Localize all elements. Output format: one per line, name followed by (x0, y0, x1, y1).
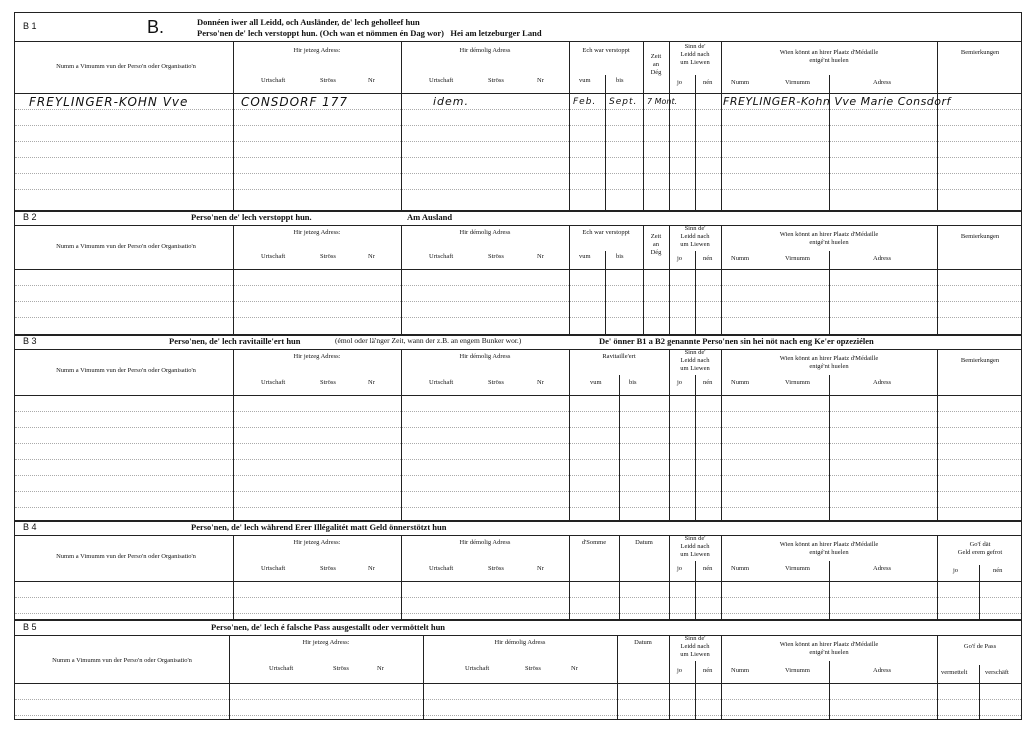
col-alive-3: um Liewen (680, 651, 710, 658)
col-medal-1: Wien könnt an hirer Plaatz d'Médaille (779, 49, 879, 56)
col-m-name: Numm (731, 565, 750, 572)
entry-old-address: idem. (433, 95, 470, 108)
col-to: bis (616, 77, 624, 84)
section-b4 (14, 520, 1022, 620)
col-locality: Urtschaft (261, 565, 286, 572)
entry-from: Feb. (573, 97, 597, 107)
section-code: B 2 (23, 212, 37, 222)
col-name: Numm a Vimumm vun der Perso'n oder Organisatio'n (56, 367, 196, 374)
col-from: vum (590, 379, 602, 386)
col-remarks: Bemierkungen (960, 357, 1000, 364)
section-letter: B. (147, 17, 165, 37)
section-title: Perso'nen, de' lech während Erer Illégalitét matt Geld önnerstötzt hun (191, 522, 447, 532)
col-current-address: Hir jetzeg Adress: (293, 229, 341, 236)
entry-name: FREYLINGER-KOHN Vve (29, 95, 189, 109)
col-alive (669, 635, 721, 659)
b3-table (15, 349, 1021, 521)
section-code: B 4 (23, 522, 37, 532)
col-m-address: Adress (873, 565, 892, 572)
col-m-address: Adress (873, 255, 892, 262)
col-yes: jo (677, 255, 683, 262)
col-time-2: an (652, 241, 660, 248)
section-b4-header (15, 521, 1021, 536)
col-locality: Urtschaft (429, 379, 454, 386)
section-b1 (14, 12, 1022, 212)
col-street: Ströss (320, 253, 336, 260)
col-time-1: Zeit (650, 233, 662, 240)
col-alive-1: Sinn de' (684, 225, 706, 232)
header-line-1: Donnéen iwer all Leidd, och Ausländer, de' lech geholleef hun (197, 17, 420, 27)
col-alive-2: Leidd nach (680, 233, 710, 240)
header-line-2 (197, 28, 542, 38)
col-alive (669, 535, 721, 559)
col-time-1: Zeit (650, 53, 662, 60)
b5-table (15, 635, 1021, 719)
col-hidden: Ech war verstoppt (582, 229, 630, 236)
col-pass: Go'f de Pass (963, 643, 997, 650)
col-locality: Urtschaft (465, 665, 490, 672)
col-from: vum (579, 77, 591, 84)
col-medal-1: Wien könnt an hirer Plaatz d'Médaille (779, 541, 879, 548)
col-alive-1: Sinn de' (684, 635, 706, 642)
col-street: Ströss (320, 77, 336, 84)
col-street: Ströss (320, 565, 336, 572)
section-b5-header (15, 621, 1021, 636)
col-number: Nr (571, 665, 578, 672)
col-medal-1: Wien könnt an hirer Plaatz d'Médaille (779, 641, 879, 648)
entry-medal: FREYLINGER-Kohn Vve Marie Consdorf (723, 95, 951, 108)
col-old-address: Hir démolig Adress (459, 539, 511, 546)
col-alive-1: Sinn de' (684, 535, 706, 542)
col-money-2: Geld erem gefrot (957, 549, 1003, 556)
col-street: Ströss (320, 379, 336, 386)
header-line-2-text: Perso'nen de' lech verstoppt hun. (Och wan et nömmen én Dag wor) (197, 28, 444, 38)
col-alive-1: Sinn de' (684, 349, 706, 356)
col-m-name: Numm (731, 379, 750, 386)
col-date: Datum (634, 639, 652, 646)
col-old-address: Hir démolig Adress (494, 639, 546, 646)
col-sum: d'Somme (581, 539, 607, 546)
col-medal (721, 49, 937, 65)
col-no: nén (703, 565, 713, 572)
col-yes: jo (677, 565, 683, 572)
col-time (643, 233, 669, 257)
col-name: Numm a Vimumm vun der Perso'n oder Organisatio'n (56, 243, 196, 250)
col-remarks: Bemierkungen (960, 49, 1000, 56)
col-medal (721, 355, 937, 371)
header-line-2-extra: Hei am letzeburger Land (450, 28, 542, 38)
col-alive-3: um Liewen (680, 241, 710, 248)
col-time-3: Dég (650, 249, 662, 256)
col-from: vum (579, 253, 591, 260)
section-extra-2: De' önner B1 a B2 genannte Perso'nen sin hei nöt nach eng Ke'er opzeziélen (599, 336, 874, 346)
entry-current-address: CONSDORF 177 (241, 95, 349, 109)
section-code: B 1 (23, 21, 37, 31)
col-alive-3: um Liewen (680, 365, 710, 372)
col-yes: jo (677, 379, 683, 386)
col-time (643, 53, 669, 77)
col-time-2: an (652, 61, 660, 68)
col-no: nén (993, 567, 1003, 574)
col-alive-3: um Liewen (680, 59, 710, 66)
col-number: Nr (537, 77, 544, 84)
col-to: bis (629, 379, 637, 386)
col-number: Nr (368, 253, 375, 260)
col-locality: Urtschaft (429, 565, 454, 572)
col-remarks: Bemierkungen (960, 233, 1000, 240)
col-medal (721, 231, 937, 247)
col-number: Nr (368, 565, 375, 572)
col-street: Ströss (488, 77, 504, 84)
col-street: Ströss (333, 665, 349, 672)
col-time-3: Dég (650, 69, 662, 76)
col-money-back (937, 541, 1023, 557)
col-alive-1: Sinn de' (684, 43, 706, 50)
col-m-address: Adress (873, 79, 892, 86)
col-locality: Urtschaft (261, 77, 286, 84)
section-b3-header (15, 335, 1021, 350)
col-yes: jo (677, 79, 683, 86)
col-medal-1: Wien könnt an hirer Plaatz d'Médaille (779, 355, 879, 362)
form-page (14, 12, 1022, 720)
col-m-name: Numm (731, 667, 750, 674)
col-date: Datum (635, 539, 653, 546)
section-code: B 5 (23, 622, 37, 632)
col-street: Ströss (488, 565, 504, 572)
col-name: Numm a Vimumm vun der Perso'n oder Organisatio'n (52, 657, 192, 664)
col-locality: Urtschaft (269, 665, 294, 672)
section-title: Perso'nen, de' lech é falsche Pass ausgestallt oder vermöttelt hun (211, 622, 446, 632)
col-alive (669, 349, 721, 373)
col-number: Nr (377, 665, 384, 672)
section-title: Perso'nen de' lech verstoppt hun. (191, 212, 312, 222)
col-alive-2: Leidd nach (680, 51, 710, 58)
col-alive-2: Leidd nach (680, 357, 710, 364)
col-name: Numm a Vimumm vun der Perso'n oder Organisatio'n (56, 63, 196, 70)
col-m-first: Virnumm (785, 379, 810, 386)
col-number: Nr (537, 253, 544, 260)
col-no: nén (703, 79, 713, 86)
col-to: bis (616, 253, 624, 260)
col-alive-3: um Liewen (680, 551, 710, 558)
b2-table (15, 225, 1021, 335)
col-medal (721, 641, 937, 657)
col-locality: Urtschaft (429, 253, 454, 260)
col-pass-lost: vermettelt (941, 669, 968, 676)
col-alive (669, 225, 721, 249)
col-no: nén (703, 255, 713, 262)
col-money-1: Go'f dät (969, 541, 991, 548)
col-street: Ströss (525, 665, 541, 672)
col-name: Numm a Vimumm vun der Perso'n oder Organisatio'n (56, 553, 196, 560)
section-b5 (14, 620, 1022, 720)
col-m-name: Numm (731, 255, 750, 262)
col-number: Nr (368, 379, 375, 386)
col-street: Ströss (488, 379, 504, 386)
col-current-address: Hir jetzeg Adress: (293, 353, 341, 360)
col-number: Nr (537, 379, 544, 386)
entry-days: 7 Mont. (647, 97, 678, 106)
col-current-address: Hir jetzeg Adress: (293, 47, 341, 54)
section-extra: Am Ausland (407, 212, 453, 222)
section-title: Perso'nen, de' lech ravitaille'ert hun (169, 336, 301, 346)
col-m-first: Virnumm (785, 79, 810, 86)
col-current-address: Hir jetzeg Adress: (302, 639, 350, 646)
col-no: nén (703, 379, 713, 386)
col-no: nén (703, 667, 713, 674)
col-m-name: Numm (731, 79, 750, 86)
section-b1-header (15, 13, 1021, 42)
b1-table (15, 41, 1021, 211)
col-medal-2: entgé'nt huelen (809, 57, 849, 64)
section-b2 (14, 210, 1022, 336)
col-old-address: Hir démolig Adress (459, 47, 511, 54)
col-medal-2: entgé'nt huelen (809, 363, 849, 370)
col-m-first: Virnumm (785, 255, 810, 262)
col-medal (721, 541, 937, 557)
col-yes: jo (677, 667, 683, 674)
col-medal-1: Wien könnt an hirer Plaatz d'Médaille (779, 231, 879, 238)
b4-table (15, 535, 1021, 619)
col-street: Ströss (488, 253, 504, 260)
col-number: Nr (537, 565, 544, 572)
col-locality: Urtschaft (429, 77, 454, 84)
section-b2-header (15, 211, 1021, 226)
col-m-address: Adress (873, 379, 892, 386)
col-pass-made: verschäft (985, 669, 1009, 676)
col-alive-2: Leidd nach (680, 643, 710, 650)
col-yes: jo (953, 567, 959, 574)
col-hidden: Ech war verstoppt (582, 47, 630, 54)
col-current-address: Hir jetzeg Adress: (293, 539, 341, 546)
section-code: B 3 (23, 336, 37, 346)
col-m-first: Virnumm (785, 565, 810, 572)
col-m-address: Adress (873, 667, 892, 674)
col-locality: Urtschaft (261, 253, 286, 260)
col-medal-2: entgé'nt huelen (809, 549, 849, 556)
col-ravitaille: Ravitaille'ert (602, 353, 636, 360)
col-old-address: Hir démolig Adress (459, 229, 511, 236)
col-medal-2: entgé'nt huelen (809, 649, 849, 656)
entry-to: Sept. (609, 97, 638, 107)
col-old-address: Hir démolig Adress (459, 353, 511, 360)
col-number: Nr (368, 77, 375, 84)
col-alive (669, 43, 721, 67)
col-locality: Urtschaft (261, 379, 286, 386)
section-extra: (émol oder lä'nger Zeit, wann der z.B. an engem Bunker wor.) (335, 336, 522, 345)
section-b3 (14, 334, 1022, 522)
col-alive-2: Leidd nach (680, 543, 710, 550)
col-m-first: Virnumm (785, 667, 810, 674)
col-medal-2: entgé'nt huelen (809, 239, 849, 246)
